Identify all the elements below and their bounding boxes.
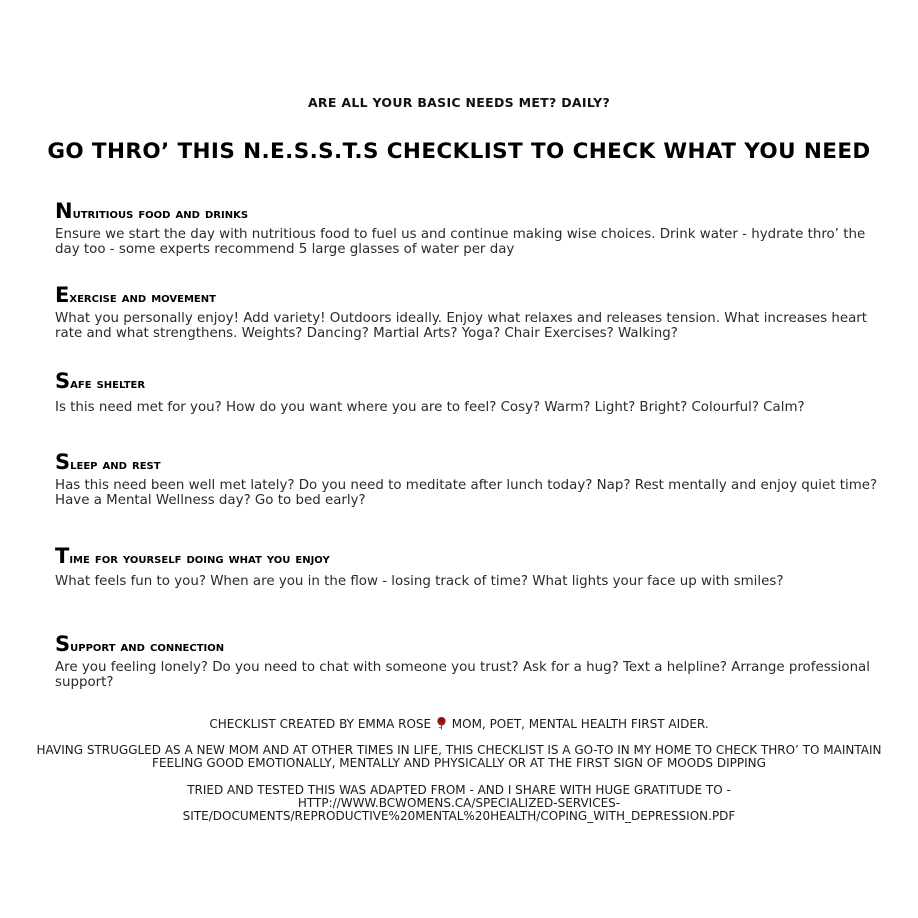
section-heading — [55, 284, 885, 309]
section-heading — [55, 200, 885, 225]
section-initial: S — [55, 632, 71, 656]
author-credit — [30, 716, 888, 731]
source-attribution — [30, 784, 888, 823]
basic-needs-question: ARE ALL YOUR BASIC NEEDS MET? DAILY? — [307, 95, 611, 110]
section-initial: N — [55, 199, 73, 223]
section-body: Is this need met for you? How do you want where you are to feel? Cosy? Warm? Light? Bright? Colourful? Calm? — [55, 400, 805, 415]
section-heading-text: utritious food and drinks — [72, 206, 249, 222]
section-safe-shelter — [55, 370, 885, 416]
section-nutritious-food — [55, 200, 885, 257]
section-body: Has this need been well met lately? Do you need to meditate after lunch today? Nap? Rest mentally and enjoy quiet time? Have a Mental Wellness day? Go to bed early? — [55, 478, 878, 508]
section-support-connection — [55, 633, 885, 690]
section-heading-text: upport and connection — [70, 639, 225, 655]
section-exercise — [55, 284, 885, 341]
source-intro: TRIED AND TESTED THIS WAS ADAPTED FROM - AND I SHARE WITH HUGE GRATITUDE TO - — [187, 783, 731, 797]
section-heading-text: ime for yourself doing what you enjoy — [69, 551, 330, 567]
section-body: Are you feeling lonely? Do you need to chat with someone you trust? Ask for a hug? Text a helpline? Arrange professional support? — [55, 660, 870, 690]
section-body: What feels fun to you? When are you in the flow - losing track of time? What lights your face up with smiles? — [55, 574, 784, 589]
section-heading — [55, 451, 885, 476]
section-initial: S — [55, 369, 71, 393]
section-body: What you personally enjoy! Add variety! Outdoors ideally. Enjoy what relaxes and releases tension. What increases heart rate and what strengthens. Weights? Dancing? Martial Arts? Yoga? Chair Exercises? Walking? — [55, 311, 868, 341]
section-body: Ensure we start the day with nutritious food to fuel us and continue making wise choices. Drink water - hydrate thro’ the day too - some experts recommend 5 large glasses of water per day — [55, 227, 866, 257]
section-sleep-rest — [55, 451, 885, 508]
rose-icon — [435, 716, 448, 730]
section-initial: T — [55, 544, 70, 568]
author-story: HAVING STRUGGLED AS A NEW MOM AND AT OTHER TIMES IN LIFE, THIS CHECKLIST IS A GO-TO IN MY HOME TO CHECK THRO’ TO MAINTAIN FEELING GOOD EMOTIONALLY, MENTALLY AND PHYSICALLY OR AT THE FIRST SIGN OF MOODS DIPPING — [36, 743, 882, 770]
section-heading — [55, 633, 885, 658]
section-initial: E — [55, 283, 70, 307]
source-url-line-2: SITE/DOCUMENTS/REPRODUCTIVE%20MENTAL%20HEALTH/COPING_WITH_DEPRESSION.PDF — [182, 809, 736, 823]
credit-text-before: CHECKLIST CREATED BY EMMA ROSE — [209, 717, 432, 731]
section-initial: S — [55, 450, 71, 474]
section-time-for-yourself — [55, 545, 885, 590]
section-heading — [55, 545, 885, 570]
source-url-line-1: HTTP://WWW.BCWOMENS.CA/SPECIALIZED-SERVICES- — [297, 796, 621, 810]
credit-text-after: MOM, POET, MENTAL HEALTH FIRST AIDER. — [451, 717, 709, 731]
section-heading-text: xercise and movement — [69, 290, 216, 306]
page-title: GO THRO’ THIS N.E.S.S.T.S CHECKLIST TO CHECK WHAT YOU NEED — [47, 139, 871, 164]
section-heading-text: leep and rest — [70, 457, 161, 473]
section-heading — [55, 370, 885, 395]
section-heading-text: afe shelter — [70, 376, 146, 392]
